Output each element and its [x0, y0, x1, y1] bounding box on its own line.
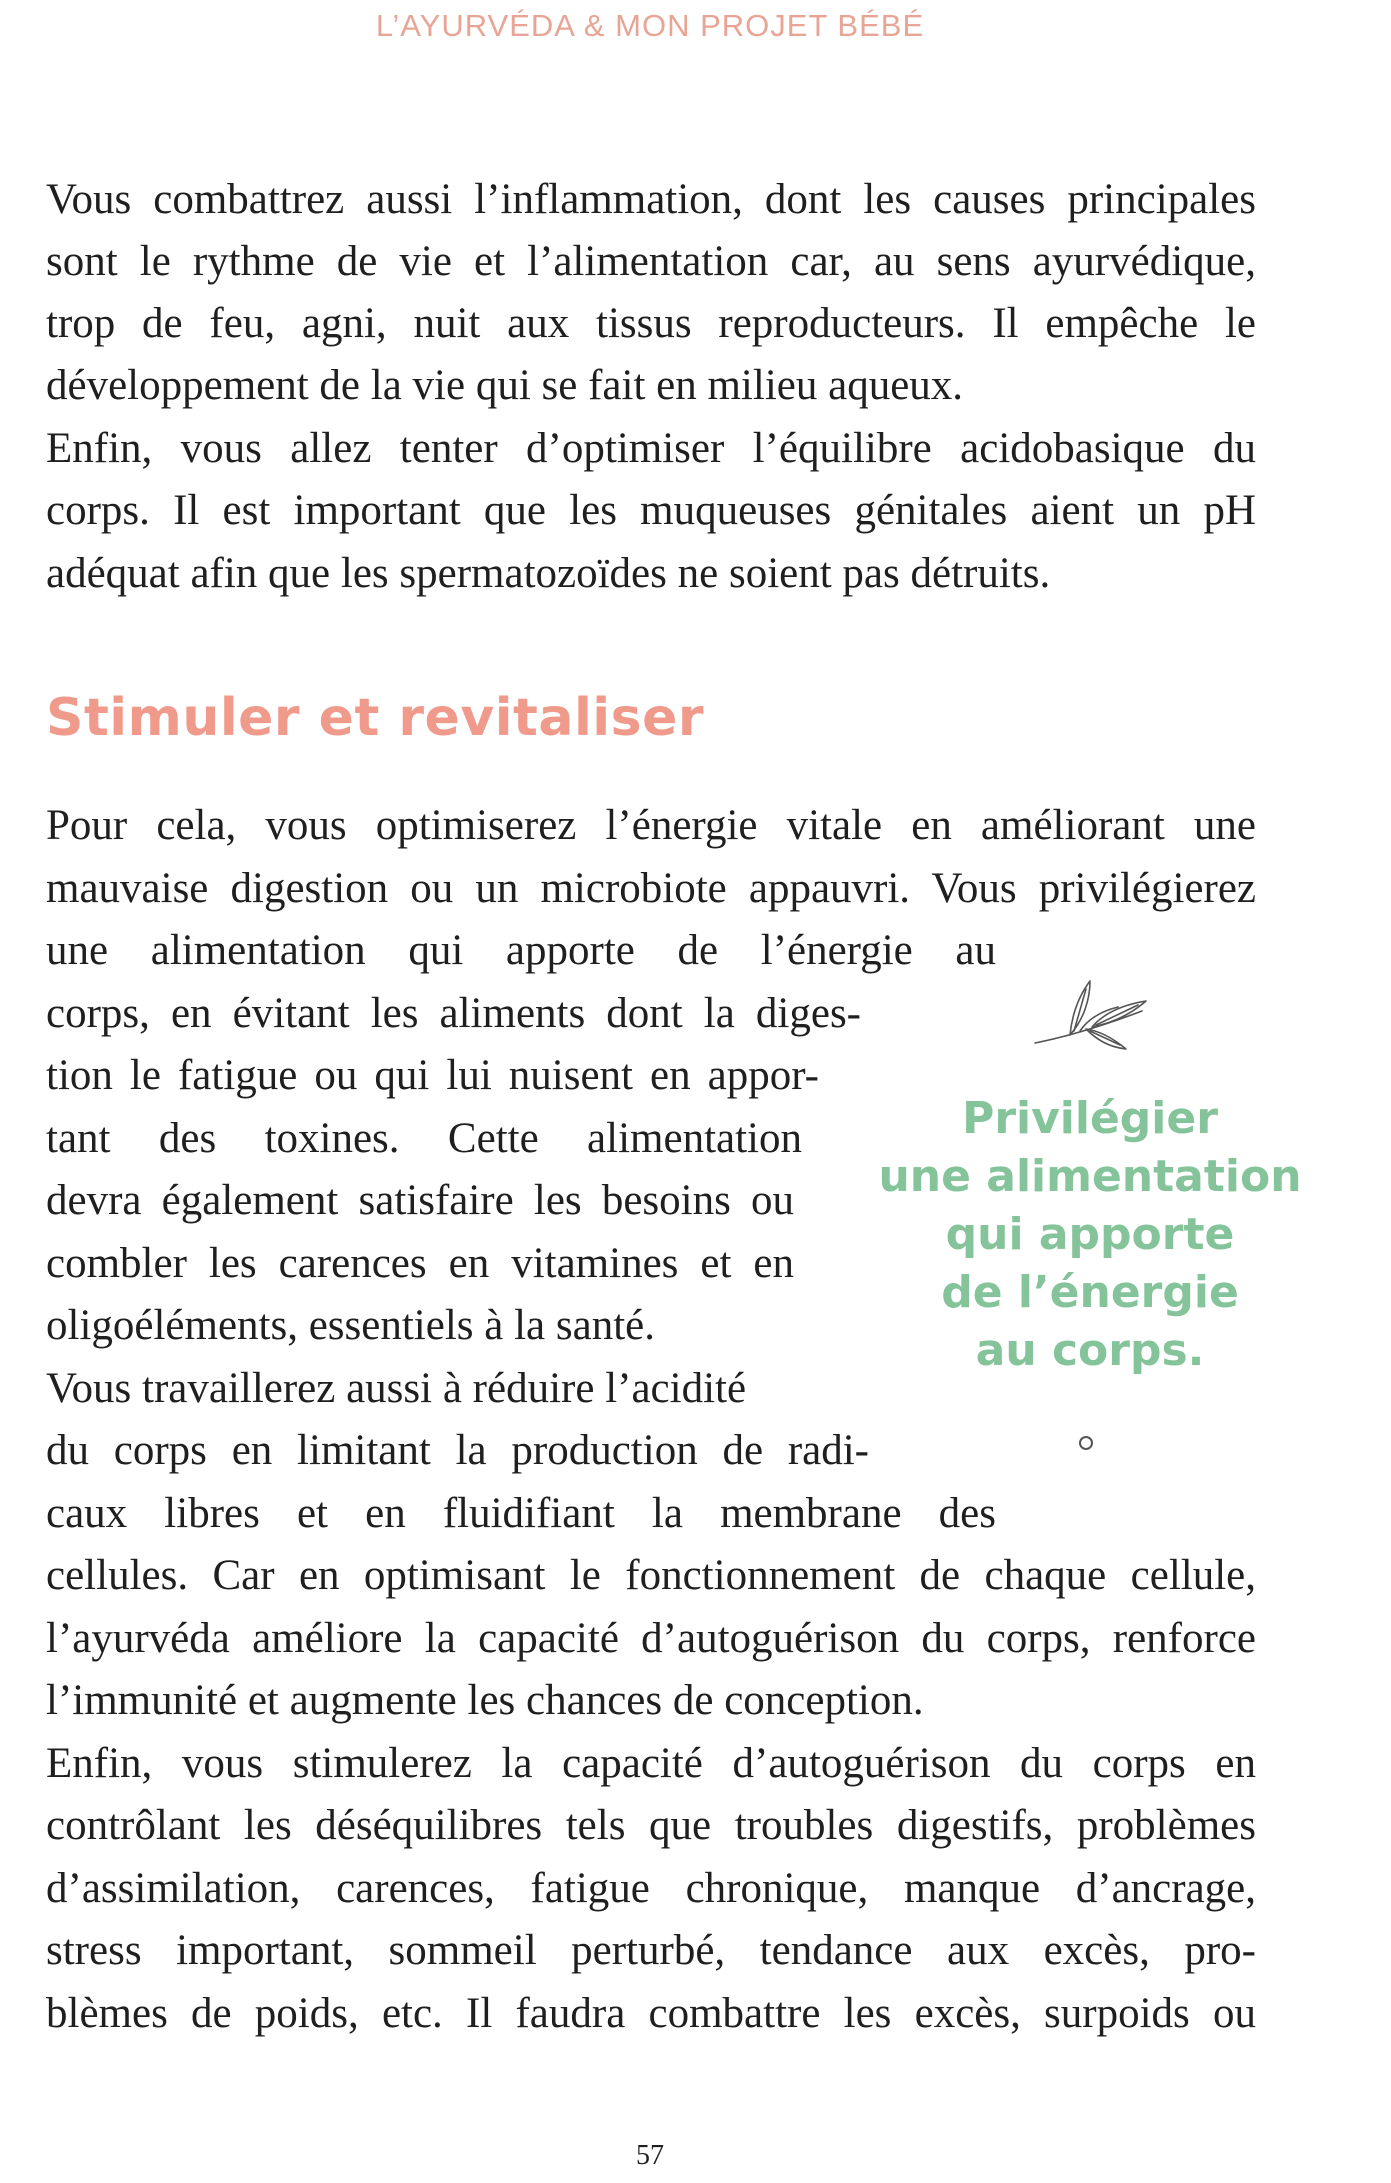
body-line: Enfin, vous allez tenter d’optimiser l’équilibre acidobasique du: [46, 425, 1256, 472]
body-line: tant des toxines. Cette alimentation: [46, 1115, 802, 1162]
pull-quote-line: une alimentation: [878, 1151, 1302, 1202]
body-line: blèmes de poids, etc. Il faudra combattre les excès, surpoids ou: [46, 1990, 1256, 2037]
page-number: 57: [636, 2140, 664, 2171]
body-line: cellules. Car en optimisant le fonctionnement de chaque cellule,: [46, 1552, 1256, 1599]
section-heading: Stimuler et revitaliser: [46, 688, 704, 748]
body-line: Enfin, vous stimulerez la capacité d’autoguérison du corps en: [46, 1740, 1256, 1787]
body-line: d’assimilation, carences, fatigue chronique, manque d’ancrage,: [46, 1865, 1256, 1912]
pull-quote-line: de l’énergie: [941, 1267, 1239, 1318]
body-line: caux libres et en fluidifiant la membrane des: [46, 1490, 996, 1537]
body-line: trop de feu, agni, nuit aux tissus reproducteurs. Il empêche le: [46, 300, 1256, 347]
body-line: l’ayurvéda améliore la capacité d’autoguérison du corps, renforce: [46, 1615, 1256, 1662]
body-line: corps. Il est important que les muqueuses génitales aient un pH: [46, 487, 1256, 534]
body-line: sont le rythme de vie et l’alimentation car, au sens ayurvédique,: [46, 238, 1256, 285]
body-line: une alimentation qui apporte de l’énergie au: [46, 927, 996, 974]
body-line: devra également satisfaire les besoins ou: [46, 1177, 794, 1224]
body-line: tion le fatigue ou qui lui nuisent en appor-: [46, 1052, 819, 1099]
body-line: adéquat afin que les spermatozoïdes ne soient pas détruits.: [46, 550, 1051, 597]
circle-ornament-icon: [1079, 1436, 1093, 1450]
pull-quote-line: qui apporte: [945, 1209, 1235, 1260]
body-line: Vous travaillerez aussi à réduire l’acidité: [46, 1365, 747, 1412]
body-line: oligoéléments, essentiels à la santé.: [46, 1302, 655, 1349]
running-header: L’AYURVÉDA & MON PROJET BÉBÉ: [375, 8, 925, 43]
body-line: Pour cela, vous optimiserez l’énergie vitale en améliorant une: [46, 802, 1256, 849]
body-line: stress important, sommeil perturbé, tendance aux excès, pro-: [46, 1927, 1256, 1974]
pull-quote-line: au corps.: [975, 1325, 1205, 1376]
body-line: développement de la vie qui se fait en milieu aqueux.: [46, 362, 964, 409]
body-line: mauvaise digestion ou un microbiote appauvri. Vous privilégierez: [46, 865, 1256, 912]
body-line: corps, en évitant les aliments dont la diges-: [46, 990, 861, 1037]
body-line: contrôlant les déséquilibres tels que troubles digestifs, problèmes: [46, 1802, 1256, 1849]
leaf-sprig-icon: [1030, 975, 1150, 1055]
pull-quote: [870, 1090, 1310, 1380]
body-line: combler les carences en vitamines et en: [46, 1240, 794, 1287]
body-line: l’immunité et augmente les chances de conception.: [46, 1677, 924, 1724]
body-line: du corps en limitant la production de radi-: [46, 1427, 869, 1474]
body-line: Vous combattrez aussi l’inflammation, dont les causes principales: [46, 176, 1256, 223]
pull-quote-line: Privilégier: [962, 1093, 1218, 1144]
